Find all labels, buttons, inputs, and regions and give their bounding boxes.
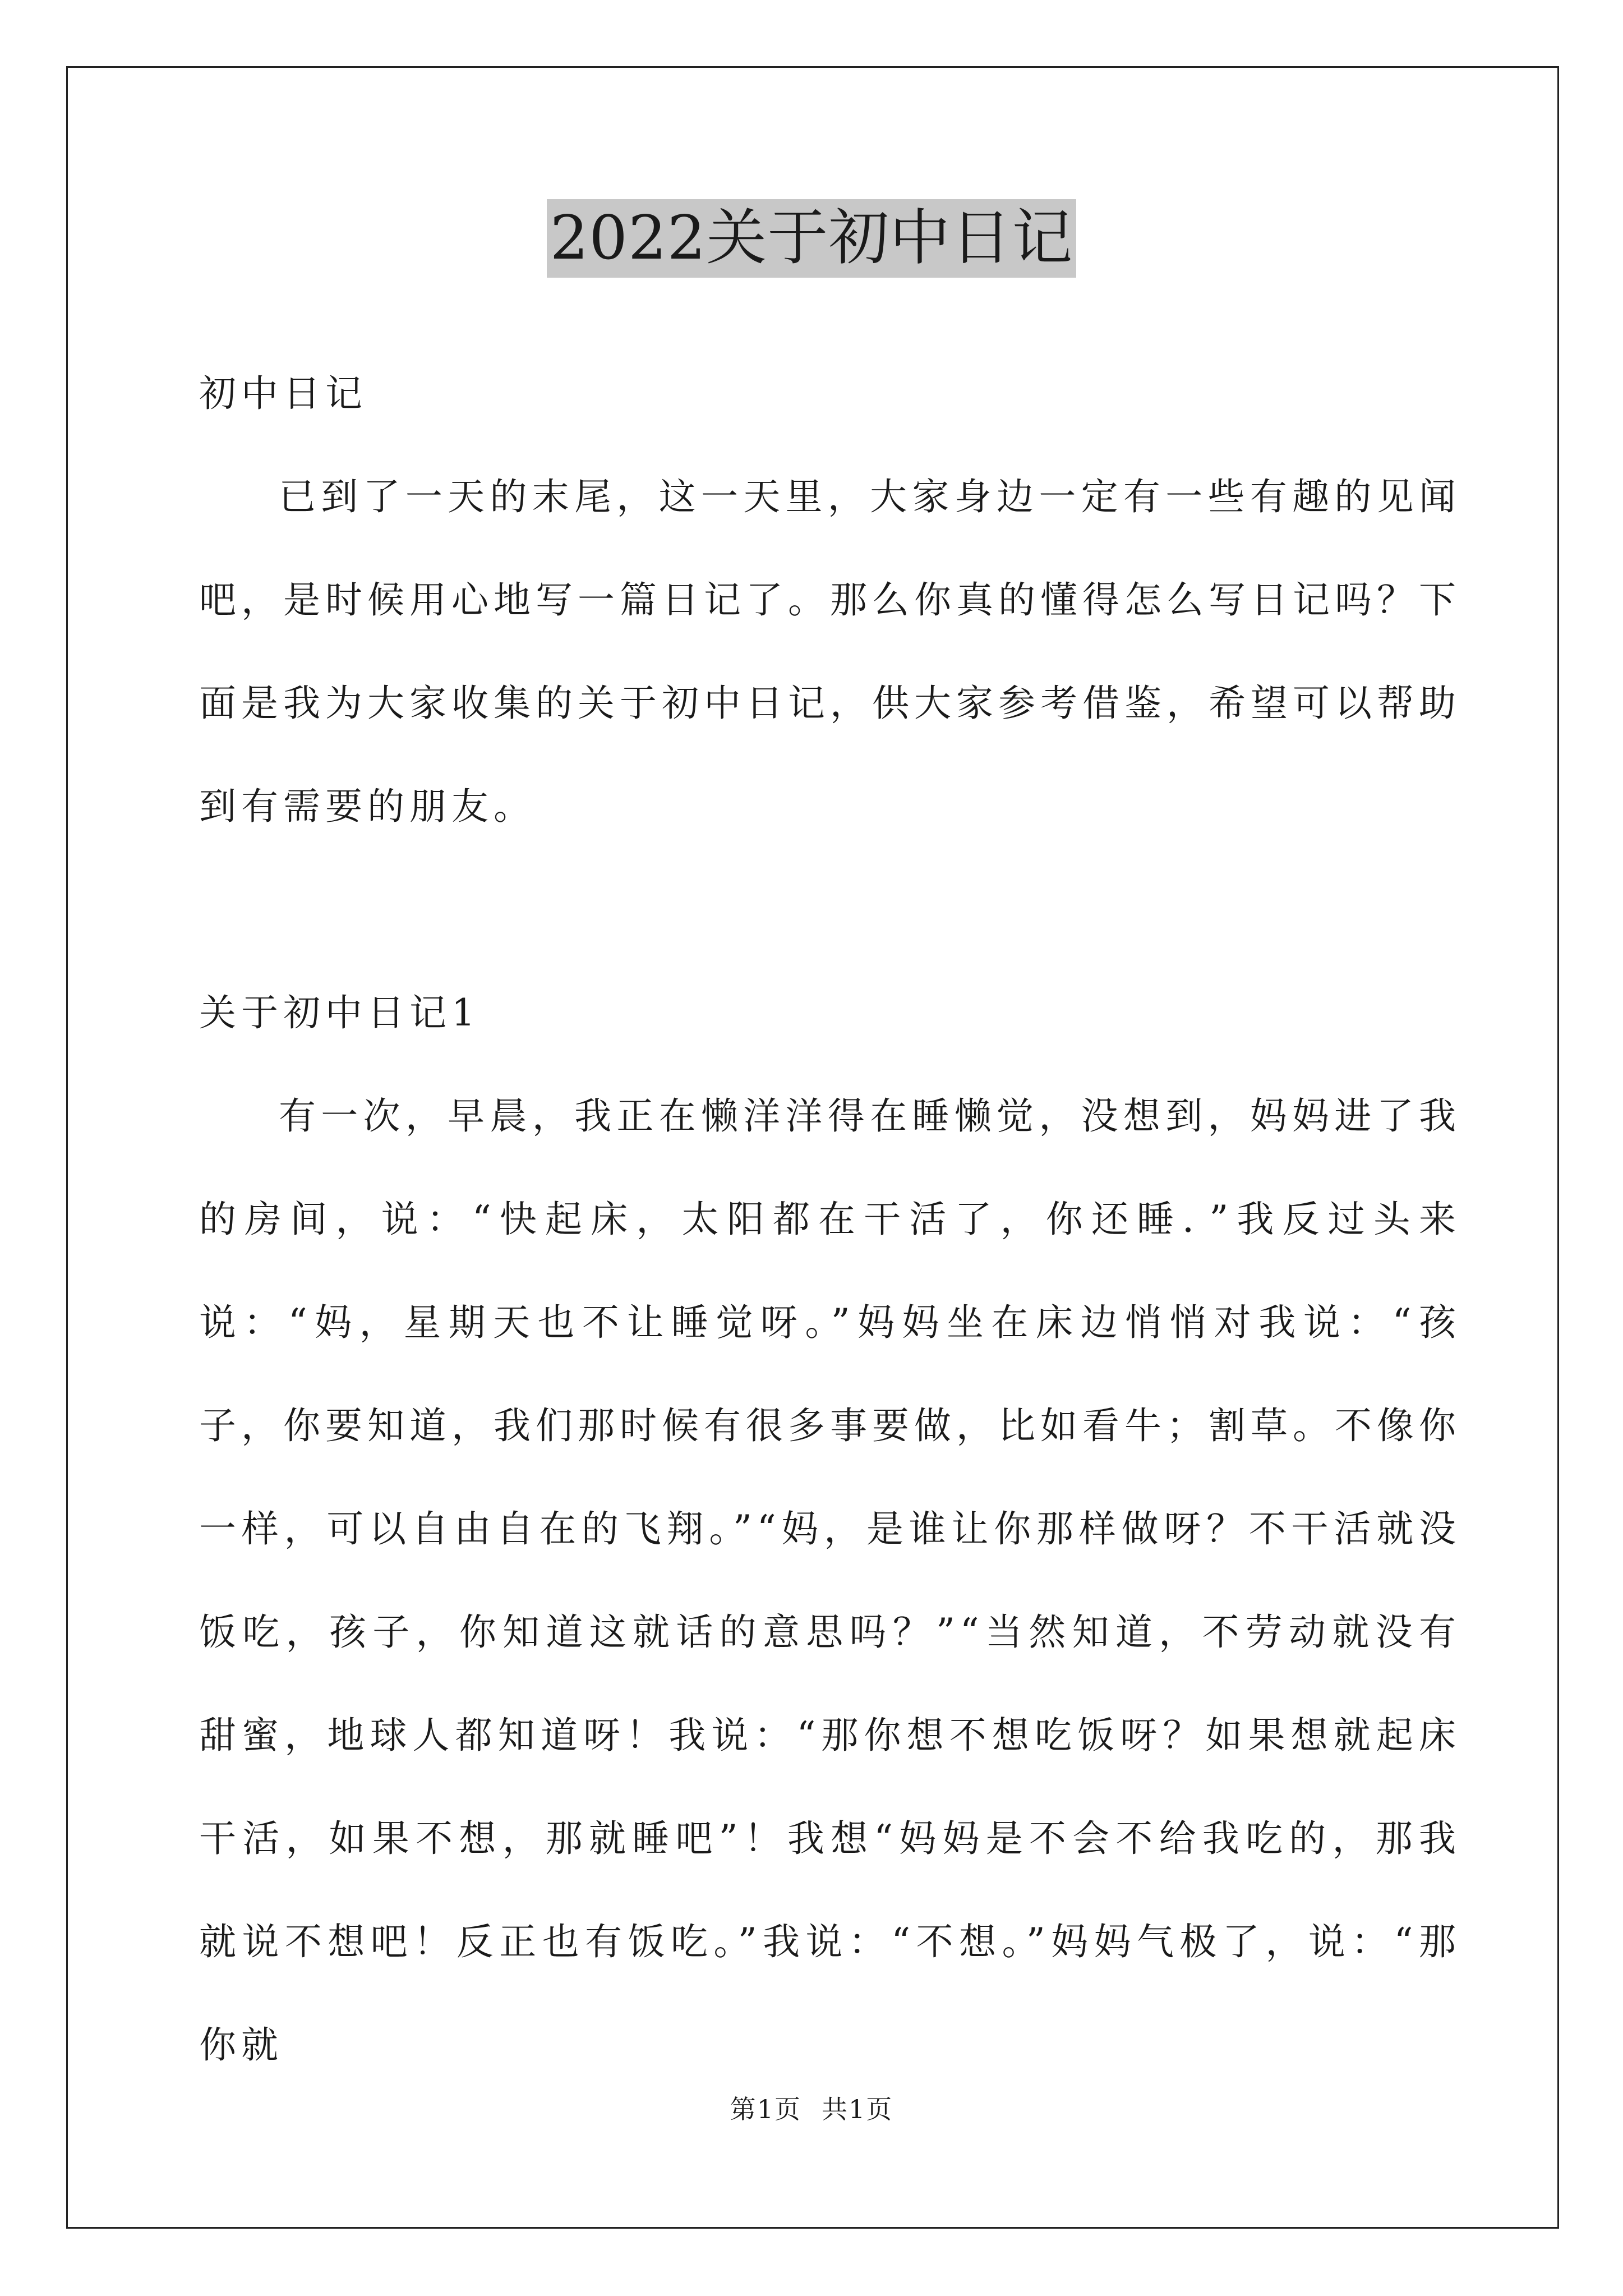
intro-heading: 初中日记	[199, 372, 367, 415]
page-number: 第1页	[730, 2094, 801, 2124]
document-title: 2022关于初中日记	[547, 199, 1077, 278]
title-wrap	[0, 199, 1623, 278]
section-gap	[199, 858, 1461, 961]
page-footer	[0, 2092, 1623, 2126]
section-paragraph: 有一次，早晨，我正在懒洋洋得在睡懒觉，没想到，妈妈进了我的房间，说：“快起床，太阳都在干活了，你还睡．”我反过头来说：“妈，星期天也不让睡觉呀。”妈妈坐在床边悄悄对我说：“孩子，你要知道，我们那时候有很多事要做，比如看牛；割草。不像你一样，可以自由自在的飞翔。”“妈，是谁让你那样做呀？不干活就没饭吃，孩子，你知道这就话的意思吗？”“当然知道，不劳动就没有甜蜜，地球人都知道呀！我说：“那你想不想吃饭呀？如果想就起床干活，如果不想，那就睡吧”！我想“妈妈是不会不给我吃的，那我就说不想吧！反正也有饭吃。”我说：“不想。”妈妈气极了，说：“那你就	[199, 1094, 1461, 2067]
page-total: 共1页	[822, 2094, 893, 2124]
document-body	[199, 342, 1461, 2097]
section-heading: 关于初中日记1	[199, 991, 480, 1034]
intro-paragraph: 已到了一天的末尾，这一天里，大家身边一定有一些有趣的见闻吧，是时候用心地写一篇日记了。那么你真的懂得怎么写日记吗？下面是我为大家收集的关于初中日记，供大家参考借鉴，希望可以帮助到有需要的朋友。	[199, 475, 1461, 828]
